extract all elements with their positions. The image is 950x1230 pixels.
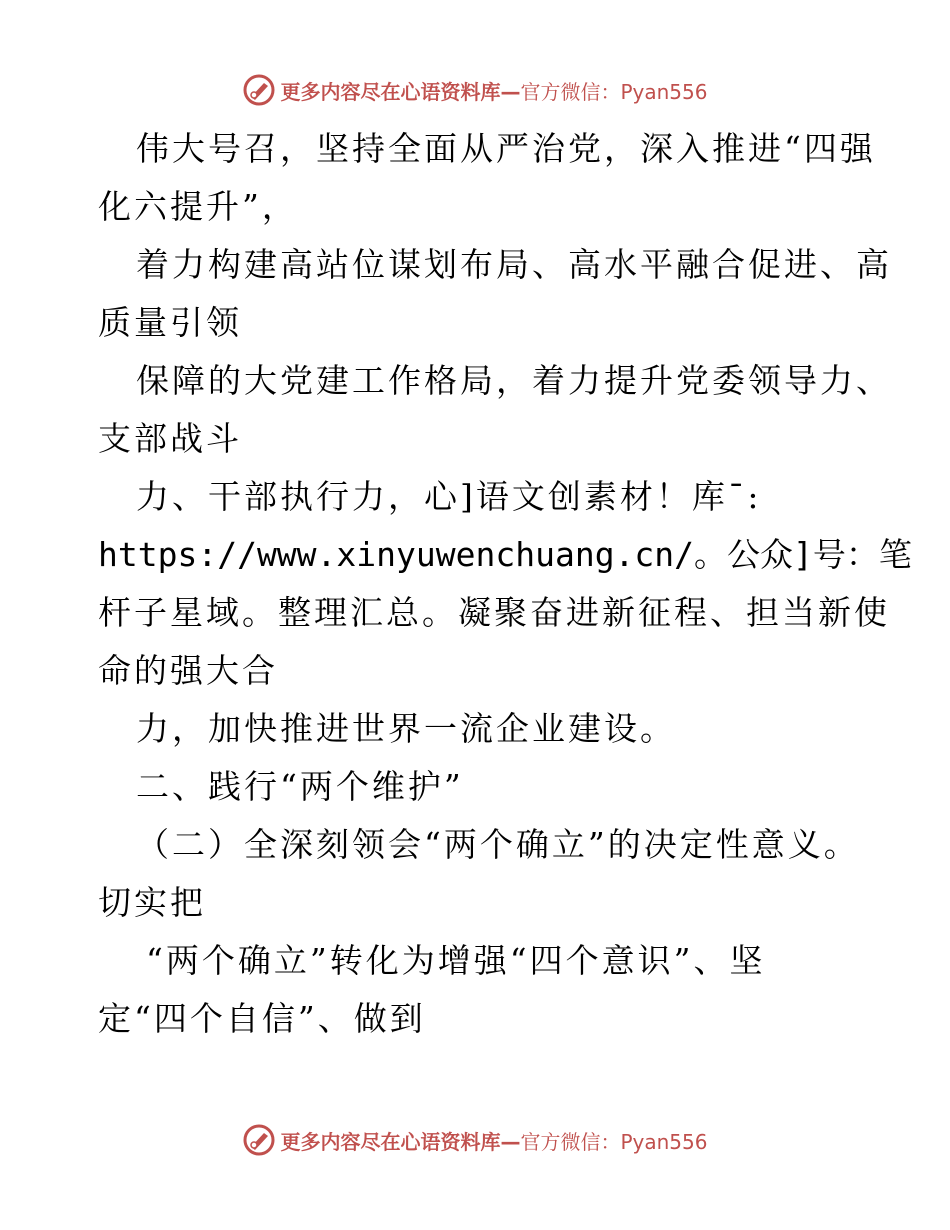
body-line-15: “两个确立”转化为增强“四个意识”、坚: [146, 941, 766, 980]
header-brand-text: 更多内容尽在心语资料库: [280, 79, 501, 104]
body-line-7: 力、干部执行力，心]语文创素材！库¯:: [136, 477, 762, 516]
document-body: [98, 120, 912, 1048]
body-line-10: 命的强大合: [98, 651, 278, 690]
body-line-9: 杆子星域。整理汇总。凝聚奋进新征程、担当新使: [98, 593, 890, 632]
pen-logo-icon: [242, 1123, 276, 1157]
body-line-11: 力，加快推进世界一流企业建设。: [136, 709, 676, 748]
header-banner: [0, 70, 950, 110]
footer-wechat-text: 官方微信：Pyan556: [520, 1129, 708, 1154]
header-text: [280, 76, 707, 105]
body-line-6: 支部战斗: [98, 419, 242, 458]
body-line-16: 定“四个自信”、做到: [98, 999, 426, 1038]
footer-dash: —: [500, 1129, 521, 1154]
footer-brand-text: 更多内容尽在心语资料库: [280, 1129, 501, 1154]
body-line-5: 保障的大党建工作格局，着力提升党委领导力、: [136, 361, 892, 400]
body-line-4: 质量引领: [98, 303, 242, 342]
body-line-14: 切实把: [98, 883, 206, 922]
body-line-3: 着力构建高站位谋划布局、高水平融合促进、高: [136, 245, 892, 284]
header-wechat-text: 官方微信：Pyan556: [520, 79, 708, 104]
header-dash: —: [500, 79, 521, 104]
body-line-8: https://www.xinyuwenchuang.cn/。公众]号：笔: [98, 535, 912, 574]
body-line-12: 二、践行“两个维护”: [136, 767, 464, 806]
pen-logo-icon: [242, 73, 276, 107]
footer-banner: [0, 1120, 950, 1160]
body-line-2: 化六提升”，: [98, 187, 298, 226]
footer-text: [280, 1126, 707, 1155]
body-line-13: （二）全深刻领会“两个确立”的决定性意义。: [136, 825, 860, 864]
body-line-1: 伟大号召，坚持全面从严治党，深入推进“四强: [136, 129, 876, 168]
